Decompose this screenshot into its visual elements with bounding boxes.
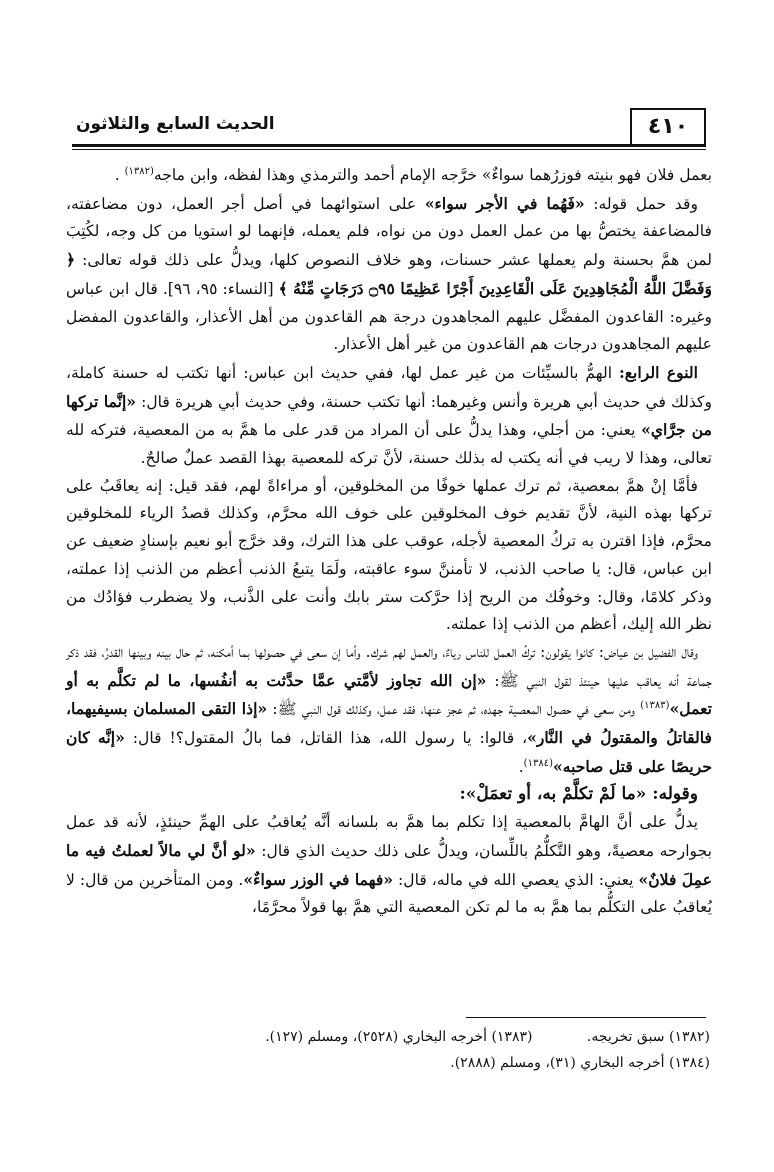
text-run: يعني: الذي يعصي الله في ماله، قال: xyxy=(393,870,639,889)
text-run: على استوائهما في أصل أجر العمل، دون مضاعفته، فالمضاعفة يختصُّ بها من عمل العمل دون من نواه، فلم يعمله، فإنهما لو استويا من كل وجه، لكُتِبَ لمن همَّ بحسنة ولم يعملها عشر حسنات، وهو خلاف النصوص كلها، ويدلُّ على ذلك قوله تعالى: xyxy=(66,194,712,270)
header-rule xyxy=(72,144,706,147)
paragraph xyxy=(66,473,712,639)
text-run: بعمل فلان فهو بنيته فوزرُهما سواءٌ» خرَّجه الإمام أحمد والترمذي وهذا لفظه، وابن ماجه xyxy=(153,166,712,184)
text-run: يدلُّ على أنَّ الهامَّ بالمعصية إذا تكلم بما همَّ به بلسانه أنَّه يُعاقبُ على الهمِّ حينئذٍ، لأنه قد عمل بجوارحه معصيةً، وهو التَّكلُّمُ باللِّسان، ويدلُّ على ذلك حديث الذي قال: xyxy=(66,813,712,860)
page-header xyxy=(72,100,706,146)
quoted-text: «فهما في الوزر سواءٌ» xyxy=(243,869,394,889)
text-run: وقد حمل قوله: xyxy=(584,194,698,213)
quoted-text: «لو أنَّ لي مالاً لعملتُ فيه ما عمِلَ فلانٌ» xyxy=(66,840,712,889)
text-run: [النساء: ٩٥، ٩٦]. قال ابن عباس وغيره: القاعدون المفضَّل عليهم المجاهدون درجة هم القاعدون من أهل الأعذار، والقاعدون المفضل عليهم المجاهدون درجات هم القاعدون من غير أهل الأعذار. xyxy=(66,279,712,354)
quoted-text: «إذا التقى المسلمان بسيفيهما، فالقاتلُ والمقتولُ في النَّار» xyxy=(66,699,712,748)
text-run: يعني: من أجلي، وهذا يدلُّ على أن المراد من قدر على ما همَّ به من المعصية، فتركه لله تعالى، وهذا لا ريب في أنه يكتب له بذلك حسنة، لأنَّ تركه للمعصية بهذا القصد عملٌ صالحٌ. xyxy=(66,421,712,468)
paragraph xyxy=(66,162,712,190)
paragraph xyxy=(66,190,712,359)
footnote-1382: (١٣٨٢) سبق تخريجه. xyxy=(586,1029,710,1045)
text-run: الهمُّ بالسيِّئات من غير عمل لها، ففي حديث ابن عباس: أنها تكتب له حسنة كاملة، وكذلك في حديث أبي هريرة وأنس وغيرهما: أنها تكتب حسنة، وفي حديث أبي هريرة قال: xyxy=(66,363,712,411)
footnote-separator xyxy=(466,1017,706,1018)
text-run: . xyxy=(114,166,125,184)
quoted-text: «إنَّه كان حريصًا على قتل صاحبه» xyxy=(66,728,712,776)
paragraph xyxy=(66,781,712,809)
footnote-1383: (١٣٨٣) أخرجه البخاري (٢٥٢٨)، ومسلم (١٢٧). xyxy=(265,1029,533,1045)
footnote-row xyxy=(120,1050,710,1076)
text-run: . xyxy=(518,757,524,776)
header-rule-thin xyxy=(72,149,706,150)
footnote-ref: (١٣٨٣) xyxy=(640,700,670,712)
paragraph xyxy=(66,359,712,473)
quoted-text: النوع الرابع: xyxy=(618,362,698,382)
paragraph xyxy=(66,809,712,922)
footnotes xyxy=(120,1024,710,1076)
text-run: ، قالوا: يا رسول الله، هذا القاتل، فما بالُ المقتول؟! قال: xyxy=(124,729,528,748)
page-number: ٤١٠ xyxy=(630,108,706,146)
quoted-text: «إنَّما تركها من جرَّاي» xyxy=(66,391,712,440)
main-text xyxy=(66,162,712,922)
footnote-1384: (١٣٨٤) أخرجه البخاري (٣١)، ومسلم (٢٨٨٨). xyxy=(450,1055,710,1071)
quoted-text: «فَهُما في الأجر سواء» xyxy=(424,193,585,213)
quoted-text: ﴿ وَفَضَّلَ اللَّهُ الْمُجَاهِدِينَ عَلَى الْقَاعِدِينَ أَجْرًا عَظِيمًا ۝٩٥ دَرَجَاتٍ مِّنْهُ ﴾ xyxy=(66,250,712,298)
paragraph xyxy=(66,639,712,782)
running-title: الحديث السابع والثلاثون xyxy=(76,114,275,134)
text-run: وقال الفضيل بن عياض: كانوا يقولون: تركُ العمل للناس رياءٌ، والعمل لهم شرك. وأما إن سعى في حصولها بما أمكنه، ثم حال بينه وبينها القدرُ، فقد ذكر جماعة أنه يعاقب عليها حينئذ لقول النبي ﷺ: xyxy=(66,642,712,690)
section-heading: وقوله: «ما لَمْ تكلَّمْ به، أو تعمَلْ»: xyxy=(459,784,698,805)
footnote-ref: (١٣٨٢) xyxy=(124,165,154,177)
footnote-ref: (١٣٨٤) xyxy=(523,757,553,769)
text-run: ومن سعى في حصول المعصية جهده، ثم عجز عنها، فقد عمل، وكذلك قول النبي ﷺ: xyxy=(267,700,641,719)
text-run: . ومن المتأخرين من قال: لا يُعاقبُ على التكلُّم بما همَّ به ما لم تكن المعصية التي همَّ بها قولاً محرَّمًا، xyxy=(65,870,712,917)
quoted-text: «إن الله تجاوز لأمَّتي عمَّا حدَّثت به أنفُسها، ما لم تكلَّم به أو تعمل» xyxy=(66,670,712,719)
footnote-row xyxy=(120,1024,710,1050)
text-run: فأمَّا إنْ همَّ بمعصية، ثم ترك عملها خوفًا من المخلوقين، أو مراءاةً لهم، فقد قيل: إنه يعاقَبُ على تركها بهذه النية، لأنَّ تقديم خوف المخلوقين على خوف الله محرَّم، وكذلك قصدُ الرياء للمخلوقين محرَّم، فإذا اقترن به تركُ المعصية لأجله، عوقب على هذا الترك، وقد خرَّج أبو نعيم بإسنادٍ ضعيف عن ابن عباس، قال: يا صاحب الذنب، لا تأمننَّ سوء عاقبته، ولَمَا يتبعُ الذنب أعظم من الذنب إذا عملته، وذكر كلامًا، وقال: وخوفُك من الريح إذا حرَّكت ستر بابك وأنت على الذَّنب، ولا يضطرب فؤادُك من نظر الله إليك، أعظم من الذنب إذا عملته. xyxy=(66,476,712,634)
